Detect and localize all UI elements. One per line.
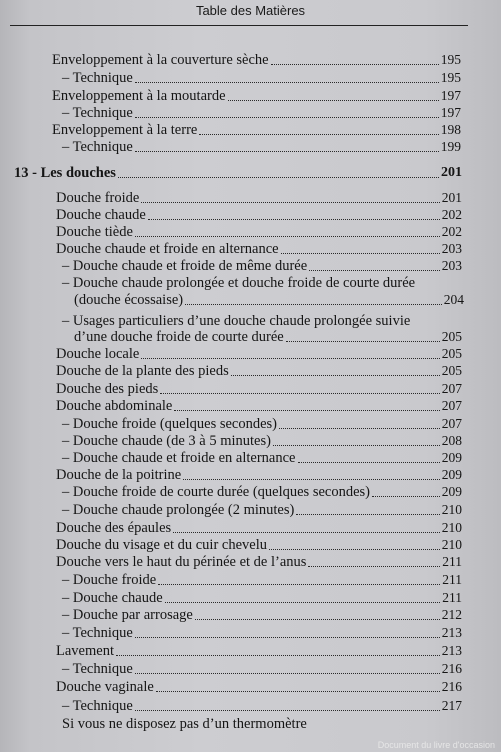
toc-entry: – Douche froide 211 bbox=[62, 572, 462, 588]
toc-entry: Douche froide 201 bbox=[56, 190, 462, 206]
toc-entry: – Technique 217 bbox=[62, 698, 462, 714]
toc-entry: Douche vaginale 216 bbox=[56, 679, 462, 695]
toc-entry: Douche locale 205 bbox=[56, 346, 462, 362]
toc-entry: Lavement 213 bbox=[56, 643, 462, 659]
toc-entry: Douche des épaules 210 bbox=[56, 520, 462, 536]
toc-entry: – Douche par arrosage 212 bbox=[62, 607, 462, 623]
toc-entry: – Douche chaude (de 3 à 5 minutes) 208 bbox=[62, 433, 462, 449]
toc-entry: – Douche chaude prolongée et douche froide de courte durée bbox=[62, 275, 416, 291]
toc-entry: Douche du visage et du cuir chevelu 210 bbox=[56, 537, 462, 553]
toc-entry: – Technique 197 bbox=[62, 105, 461, 121]
toc-entry: Douche de la plante des pieds 205 bbox=[56, 363, 462, 379]
watermark: Document du livre d'occasion bbox=[377, 740, 495, 750]
toc-entry: Douche abdominale 207 bbox=[56, 398, 462, 414]
toc-entry: Douche chaude et froide en alternance 203 bbox=[56, 241, 462, 257]
running-header: Table des Matières bbox=[195, 3, 306, 18]
toc-entry: Douche vers le haut du périnée et de l’anus 211 bbox=[56, 554, 462, 570]
toc-entry: Douche tiède 202 bbox=[56, 224, 462, 240]
toc-entry: – Technique 199 bbox=[62, 139, 461, 155]
toc-entry: – Douche froide (quelques secondes) 207 bbox=[62, 416, 462, 432]
toc-entry: – Douche chaude et froide en alternance 209 bbox=[62, 450, 462, 466]
toc-entry: Enveloppement à la moutarde 197 bbox=[52, 88, 461, 104]
toc-entry: Douche des pieds 207 bbox=[56, 381, 462, 397]
toc-section-heading: 13 - Les douches 201 bbox=[14, 165, 462, 181]
toc-entry: – Douche froide de courte durée (quelques secondes) 209 bbox=[62, 484, 462, 500]
toc-entry: – Douche chaude 211 bbox=[62, 590, 462, 606]
header-rule bbox=[10, 25, 468, 26]
toc-entry: Enveloppement à la couverture sèche 195 bbox=[52, 52, 461, 68]
toc-entry: – Douche chaude et froide de même durée 203 bbox=[62, 258, 462, 274]
toc-entry-continuation: d’une douche froide de courte durée 205 bbox=[74, 329, 462, 345]
toc-entry: Si vous ne disposez pas d’un thermomètre bbox=[62, 716, 307, 732]
toc-entry: – Technique 195 bbox=[62, 70, 461, 86]
toc-entry-continuation: (douche écossaise) 204 bbox=[74, 292, 464, 308]
toc-entry: – Usages particuliers d’une douche chaude prolongée suivie bbox=[62, 313, 411, 329]
toc-entry: Enveloppement à la terre 198 bbox=[52, 122, 461, 138]
toc-entry: – Douche chaude prolongée (2 minutes) 210 bbox=[62, 502, 462, 518]
toc-entry: – Technique 216 bbox=[62, 661, 462, 677]
toc-entry: Douche de la poitrine 209 bbox=[56, 467, 462, 483]
toc-entry: Douche chaude 202 bbox=[56, 207, 462, 223]
toc-entry: – Technique 213 bbox=[62, 625, 462, 641]
